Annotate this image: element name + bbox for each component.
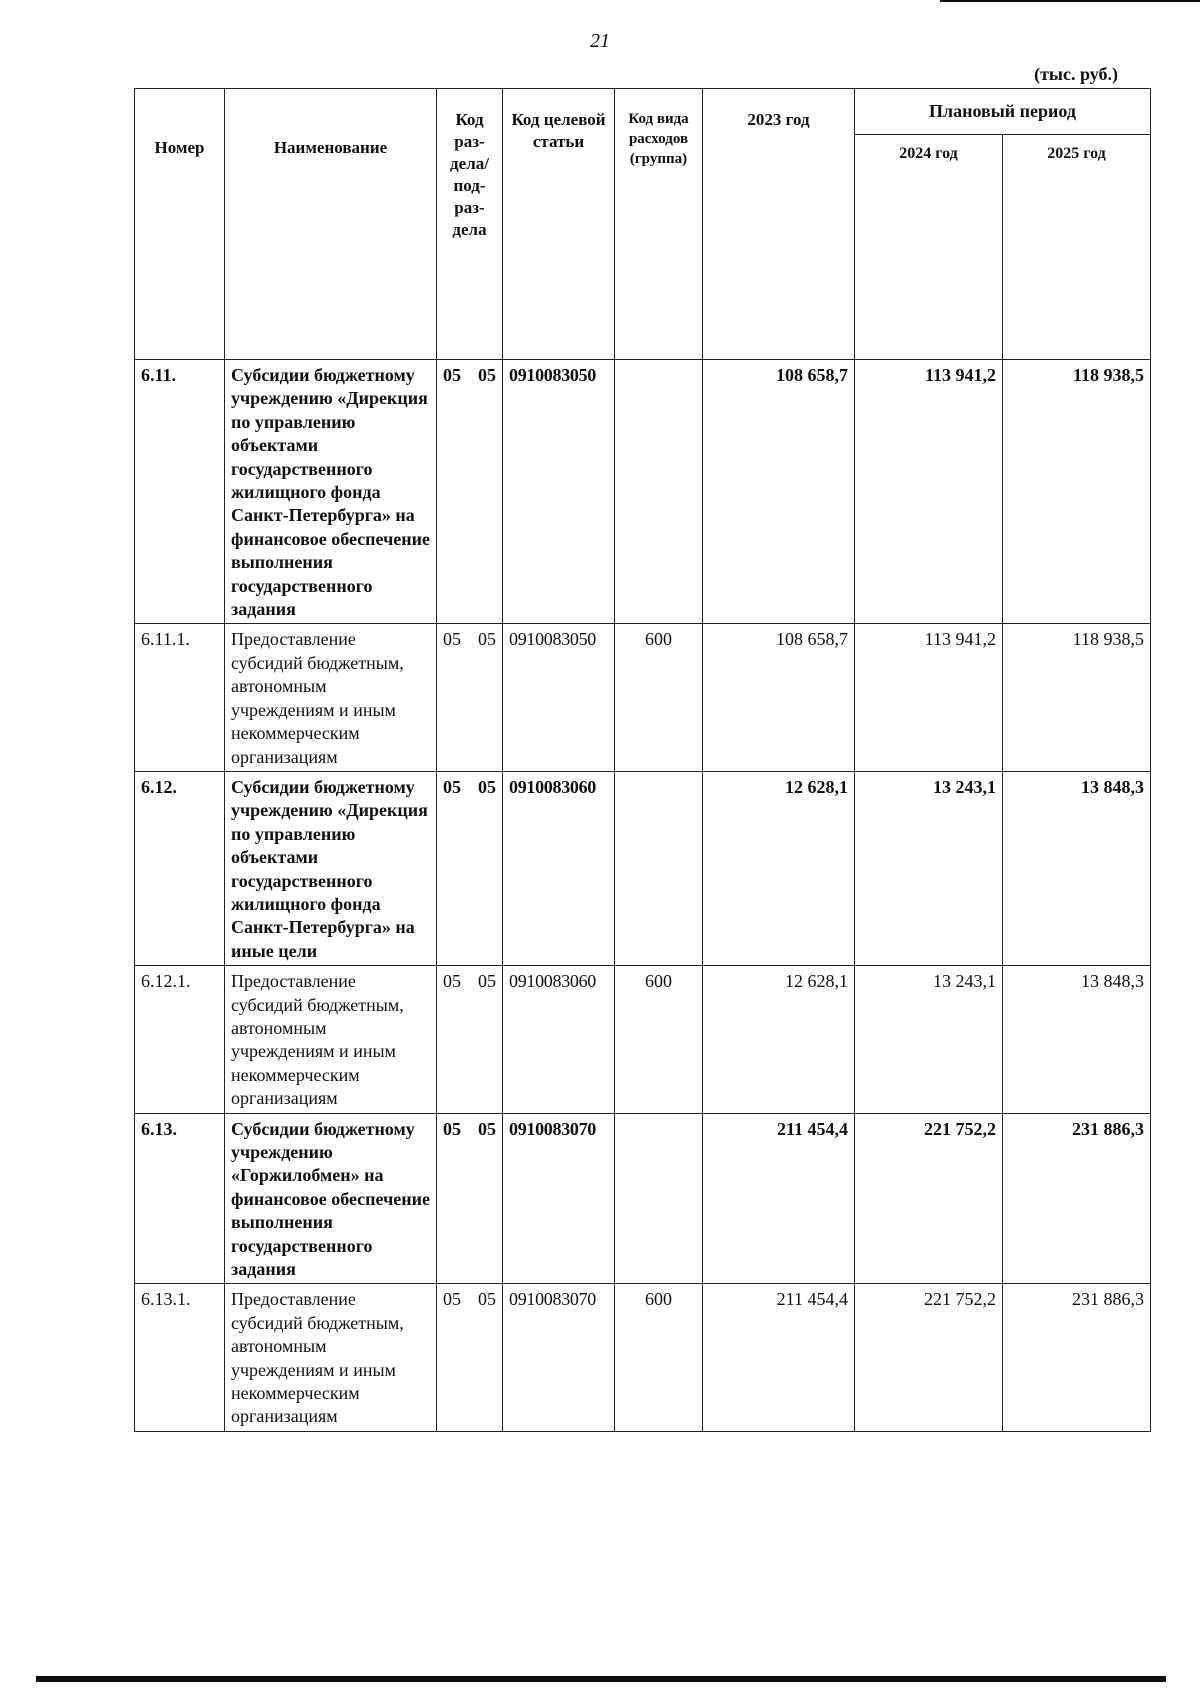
header-section-code: Код раз-дела/ под-раз-дела [437, 89, 503, 360]
row-amount-2024: 221 752,2 [855, 1113, 1003, 1284]
row-expense-code [615, 1113, 703, 1284]
row-section: 05 [443, 971, 461, 992]
row-expense-code [615, 771, 703, 965]
row-amount-2025: 13 848,3 [1003, 966, 1151, 1113]
table-row [135, 966, 1151, 1113]
row-section: 05 [443, 365, 461, 385]
row-section: 05 [443, 776, 461, 797]
row-name: Предоставление субсидий бюджетным, автономным учреждениям и иным некоммерческим организациям [225, 1284, 437, 1431]
row-amount-2025: 118 938,5 [1003, 360, 1151, 624]
table-row [135, 624, 1151, 771]
row-expense-code: 600 [615, 966, 703, 1113]
row-number: 6.11. [135, 360, 225, 624]
row-number: 6.12. [135, 771, 225, 965]
table-row [135, 360, 1151, 624]
row-amount-2023: 12 628,1 [703, 771, 855, 965]
table-row [135, 1113, 1151, 1284]
row-amount-2024: 113 941,2 [855, 624, 1003, 771]
row-amount-2023: 12 628,1 [703, 966, 855, 1113]
row-target-code: 0910083060 [503, 966, 615, 1113]
page-number: 21 [590, 30, 610, 52]
header-target-code: Код целевой статьи [503, 89, 615, 360]
row-target-code: 0910083070 [503, 1113, 615, 1284]
row-target-code: 0910083070 [503, 1284, 615, 1431]
row-amount-2023: 108 658,7 [703, 360, 855, 624]
row-subsection: 05 [478, 629, 496, 650]
row-amount-2025: 13 848,3 [1003, 771, 1151, 965]
header-expense-code: Код вида расходов (группа) [615, 89, 703, 360]
header-2024: 2024 год [855, 134, 1003, 359]
row-section: 05 [443, 629, 461, 650]
header-number: Номер [135, 89, 225, 360]
row-expense-code: 600 [615, 624, 703, 771]
row-name: Субсидии бюджетному учреждению «Горжилобмен» на финансовое обеспечение выполнения государственного задания [225, 1113, 437, 1284]
row-amount-2024: 13 243,1 [855, 771, 1003, 965]
row-name: Субсидии бюджетному учреждению «Дирекция по управлению объектами государственного жилищного фонда Санкт-Петербурга» на иные цели [225, 771, 437, 965]
budget-table [134, 88, 1151, 1432]
row-section-code [437, 360, 503, 624]
table-body [135, 360, 1151, 1432]
row-name: Субсидии бюджетному учреждению «Дирекция по управлению объектами государственного жилищного фонда Санкт-Петербурга» на финансовое обеспечение выполнения государственного задания [225, 360, 437, 624]
row-target-code: 0910083050 [503, 360, 615, 624]
row-amount-2024: 221 752,2 [855, 1284, 1003, 1431]
row-amount-2025: 231 886,3 [1003, 1284, 1151, 1431]
row-section-code [437, 966, 503, 1113]
row-target-code: 0910083050 [503, 624, 615, 771]
bottom-rule [36, 1676, 1166, 1682]
row-amount-2023: 108 658,7 [703, 624, 855, 771]
row-section-code [437, 771, 503, 965]
row-section: 05 [443, 1118, 461, 1139]
row-section-code [437, 624, 503, 771]
row-amount-2023: 211 454,4 [703, 1113, 855, 1284]
table-row [135, 771, 1151, 965]
row-amount-2023: 211 454,4 [703, 1284, 855, 1431]
units-label: (тыс. руб.) [1034, 64, 1118, 84]
row-number: 6.13.1. [135, 1284, 225, 1431]
row-subsection: 05 [478, 1289, 496, 1310]
row-subsection: 05 [478, 776, 496, 797]
header-2023: 2023 год [703, 89, 855, 360]
row-name: Предоставление субсидий бюджетным, автономным учреждениям и иным некоммерческим организациям [225, 966, 437, 1113]
row-amount-2024: 113 941,2 [855, 360, 1003, 624]
row-number: 6.11.1. [135, 624, 225, 771]
row-subsection: 05 [478, 971, 496, 992]
table-row [135, 1284, 1151, 1431]
row-section-code [437, 1113, 503, 1284]
row-amount-2024: 13 243,1 [855, 966, 1003, 1113]
header-planned-period: Плановый период [855, 89, 1151, 135]
row-name: Предоставление субсидий бюджетным, автономным учреждениям и иным некоммерческим организациям [225, 624, 437, 771]
row-number: 6.13. [135, 1113, 225, 1284]
row-subsection: 05 [478, 1118, 496, 1139]
row-amount-2025: 231 886,3 [1003, 1113, 1151, 1284]
row-section-code [437, 1284, 503, 1431]
header-2025: 2025 год [1003, 134, 1151, 359]
top-rule [940, 0, 1200, 2]
row-section: 05 [443, 1289, 461, 1310]
row-subsection: 05 [478, 365, 496, 385]
row-expense-code [615, 360, 703, 624]
row-amount-2025: 118 938,5 [1003, 624, 1151, 771]
row-number: 6.12.1. [135, 966, 225, 1113]
header-name: Наименование [225, 89, 437, 360]
row-target-code: 0910083060 [503, 771, 615, 965]
row-expense-code: 600 [615, 1284, 703, 1431]
